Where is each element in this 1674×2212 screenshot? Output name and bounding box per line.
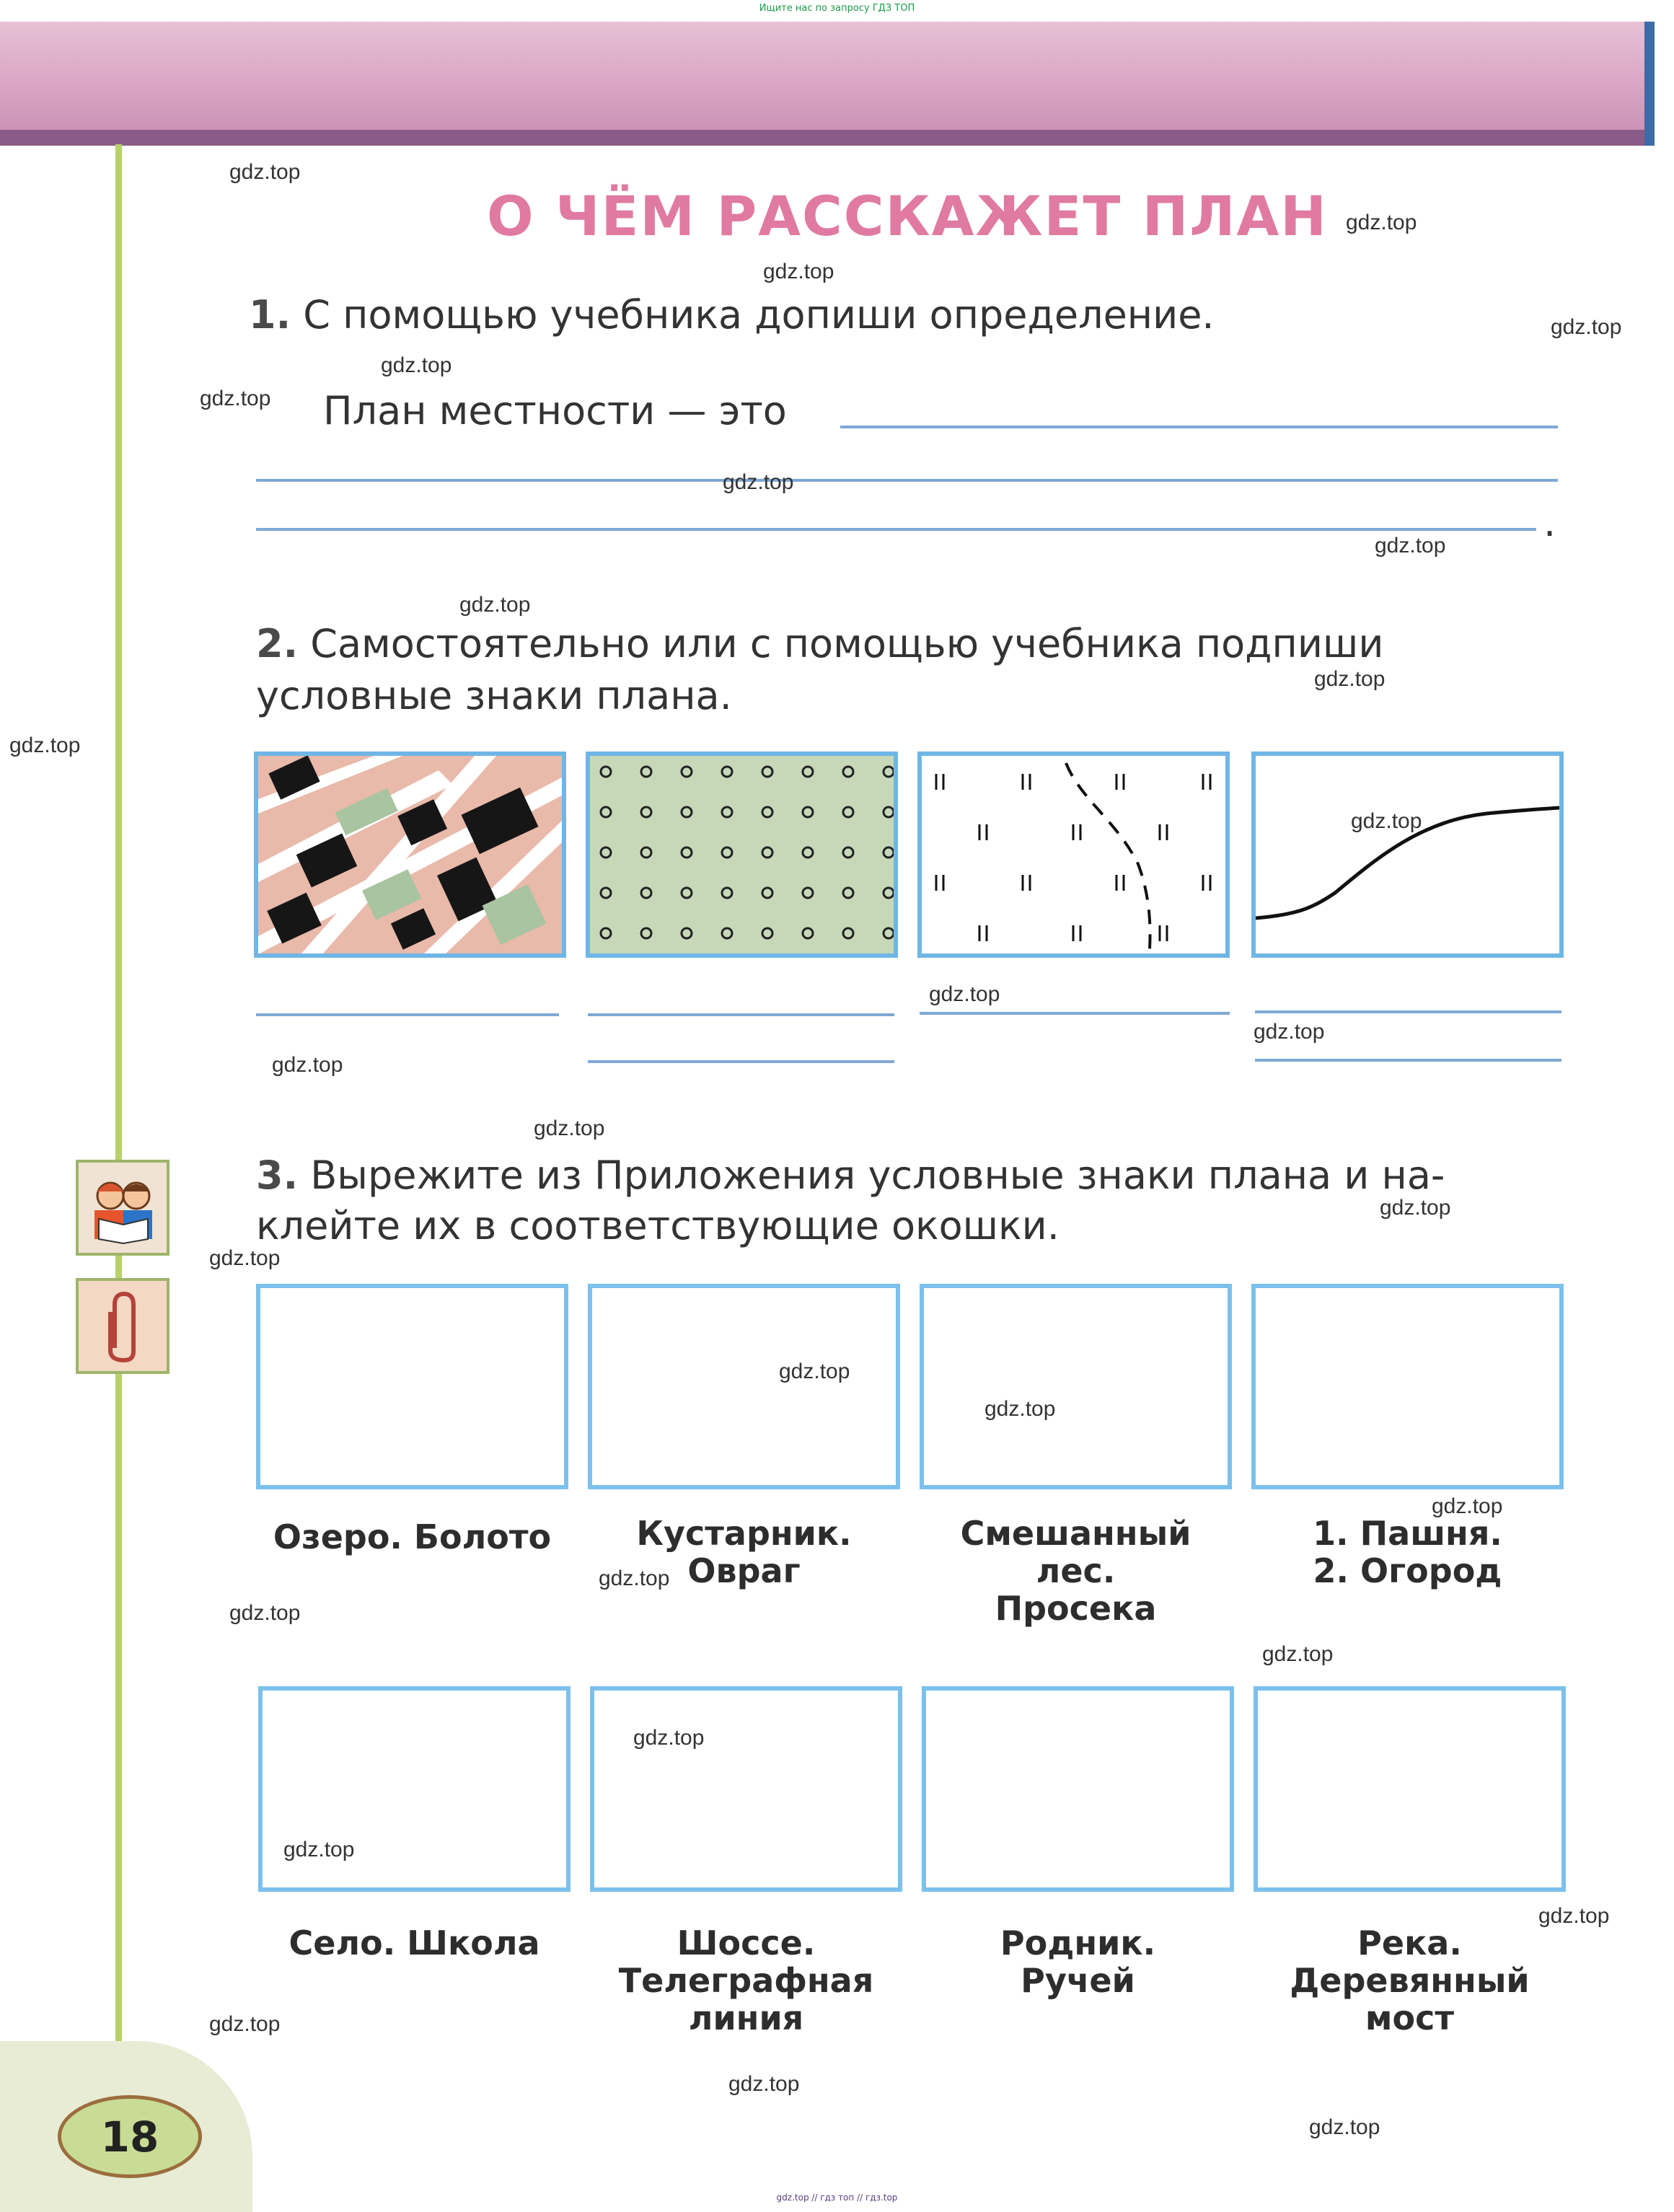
caption-line: 2. Огород bbox=[1313, 1551, 1502, 1590]
task2-line2: условные знаки плана. bbox=[256, 673, 732, 718]
task1-period: . bbox=[1543, 500, 1556, 545]
page-title: О ЧЁМ РАССКАЖЕТ ПЛАН bbox=[487, 184, 1328, 248]
watermark: gdz.top bbox=[1432, 1494, 1503, 1518]
task2-number: 2. bbox=[256, 621, 299, 666]
watermark: gdz.top bbox=[459, 593, 531, 617]
paste-box[interactable] bbox=[1254, 1686, 1566, 1892]
watermark: gdz.top bbox=[984, 1397, 1056, 1421]
watermark: gdz.top bbox=[283, 1838, 355, 1861]
watermark: gdz.top bbox=[728, 2072, 800, 2096]
caption-village-school bbox=[258, 1924, 571, 1962]
watermark: gdz.top bbox=[1346, 211, 1417, 234]
garden-dot bbox=[601, 767, 611, 777]
watermark: gdz.top bbox=[229, 160, 301, 184]
caption-line: 1. Пашня. bbox=[1313, 1514, 1502, 1553]
caption-line: Озеро. Болото bbox=[273, 1517, 552, 1556]
garden-dot bbox=[601, 888, 611, 898]
garden-dot bbox=[884, 807, 894, 817]
answer-line[interactable] bbox=[588, 1013, 894, 1016]
garden-dot bbox=[722, 767, 732, 777]
road-symbol-drawing bbox=[1256, 756, 1559, 953]
garden-dot bbox=[601, 847, 611, 858]
caption-line: Родник. bbox=[1000, 1924, 1156, 1962]
caption-line: Смешанный bbox=[960, 1514, 1191, 1553]
watermark: gdz.top bbox=[723, 470, 794, 494]
watermark: gdz.top bbox=[1309, 2115, 1380, 2139]
watermark: gdz.top bbox=[1314, 667, 1386, 691]
caption-spring-stream bbox=[922, 1924, 1234, 1999]
watermark: gdz.top bbox=[209, 2012, 281, 2036]
watermark: gdz.top bbox=[381, 353, 452, 377]
garden-dot bbox=[803, 767, 813, 777]
caption-line: Овраг bbox=[687, 1551, 801, 1590]
caption-line: Телеграфная bbox=[618, 1961, 874, 2000]
paste-box[interactable] bbox=[588, 1284, 900, 1489]
top-note: Ищите нас по запросу ГДЗ ТОП bbox=[759, 3, 915, 14]
task1-definition-start: План местности — это bbox=[323, 388, 787, 433]
symbol-garden bbox=[586, 752, 898, 958]
header-banner bbox=[0, 22, 1652, 144]
garden-dot bbox=[843, 847, 853, 858]
answer-line[interactable] bbox=[1255, 1010, 1561, 1013]
garden-dot bbox=[843, 767, 853, 777]
task1-text: С помощью учебника допиши определение. bbox=[303, 292, 1215, 338]
caption-line: лес. bbox=[1036, 1551, 1116, 1590]
garden-dot bbox=[682, 928, 692, 938]
page-number: 18 bbox=[58, 2095, 202, 2178]
paste-box[interactable] bbox=[590, 1686, 902, 1892]
garden-dot bbox=[762, 888, 772, 898]
watermark: gdz.top bbox=[1262, 1642, 1334, 1666]
watermark: gdz.top bbox=[209, 1246, 281, 1270]
watermark: gdz.top bbox=[763, 260, 834, 283]
answer-line[interactable] bbox=[1255, 1059, 1561, 1062]
caption-river-bridge bbox=[1254, 1924, 1566, 2037]
children-reading-icon bbox=[76, 1160, 169, 1256]
left-margin-rule bbox=[115, 144, 122, 2135]
watermark: gdz.top bbox=[633, 1726, 705, 1750]
garden-dot bbox=[884, 767, 894, 777]
caption-line: линия bbox=[688, 1999, 804, 2037]
caption-field-garden bbox=[1251, 1515, 1564, 1590]
answer-line[interactable] bbox=[256, 1013, 559, 1016]
header-stripe bbox=[0, 130, 1652, 146]
watermark: gdz.top bbox=[929, 982, 1000, 1006]
caption-line: Ручей bbox=[1021, 1961, 1135, 2000]
task3-number: 3. bbox=[256, 1153, 299, 1198]
garden-dot bbox=[843, 888, 853, 898]
symbol-settlement bbox=[254, 752, 566, 958]
caption-line: Деревянный bbox=[1290, 1961, 1530, 2000]
garden-dot bbox=[843, 928, 853, 938]
meadow-symbol-drawing bbox=[922, 756, 1225, 953]
symbol-meadow bbox=[917, 752, 1230, 958]
watermark: gdz.top bbox=[599, 1567, 670, 1590]
caption-lake-swamp bbox=[256, 1518, 568, 1556]
task3-line2: клейте их в соответствующие окошки. bbox=[256, 1203, 1060, 1248]
garden-dot bbox=[884, 888, 894, 898]
paste-box[interactable] bbox=[922, 1686, 1234, 1892]
garden-dot bbox=[762, 847, 772, 858]
garden-dot bbox=[641, 888, 651, 898]
symbol-road bbox=[1251, 752, 1564, 958]
caption-mixed-forest bbox=[920, 1515, 1232, 1627]
watermark: gdz.top bbox=[779, 1360, 850, 1383]
answer-line[interactable] bbox=[256, 528, 1536, 531]
caption-line: мост bbox=[1365, 1999, 1455, 2037]
garden-dot bbox=[641, 807, 651, 817]
garden-dot bbox=[762, 767, 772, 777]
garden-dot bbox=[803, 807, 813, 817]
caption-highway-telegraph bbox=[590, 1924, 902, 2037]
watermark: gdz.top bbox=[1375, 534, 1446, 558]
bottom-note: gdz.top // гдз топ // гдз.top bbox=[776, 2193, 898, 2203]
watermark: gdz.top bbox=[1254, 1020, 1325, 1044]
header-edge bbox=[1644, 22, 1655, 146]
garden-dot bbox=[601, 928, 611, 938]
watermark: gdz.top bbox=[9, 733, 81, 757]
watermark: gdz.top bbox=[1380, 1196, 1451, 1220]
garden-dot bbox=[884, 847, 894, 858]
garden-dot bbox=[762, 928, 772, 938]
garden-dot bbox=[722, 888, 732, 898]
garden-dot bbox=[641, 847, 651, 858]
watermark: gdz.top bbox=[200, 387, 271, 410]
garden-dot bbox=[884, 928, 894, 938]
task3-line1 bbox=[256, 1150, 1445, 1201]
watermark: gdz.top bbox=[1351, 809, 1422, 833]
paste-box[interactable] bbox=[920, 1284, 1232, 1489]
caption-line: Село. Школа bbox=[288, 1924, 540, 1962]
settlement-symbol-drawing bbox=[258, 756, 562, 953]
caption-line: Река. bbox=[1357, 1924, 1462, 1962]
garden-dot bbox=[803, 888, 813, 898]
task1-heading bbox=[249, 290, 1215, 340]
task1-number: 1. bbox=[249, 292, 291, 338]
watermark: gdz.top bbox=[272, 1053, 343, 1077]
watermark: gdz.top bbox=[1538, 1904, 1610, 1928]
garden-dot bbox=[641, 928, 651, 938]
paste-box[interactable] bbox=[1251, 1284, 1564, 1489]
garden-dot bbox=[803, 847, 813, 858]
garden-dot bbox=[722, 847, 732, 858]
caption-line: Шоссе. bbox=[677, 1924, 816, 1962]
garden-dot bbox=[722, 807, 732, 817]
garden-dot bbox=[682, 807, 692, 817]
answer-line[interactable] bbox=[588, 1060, 894, 1063]
paperclip-icon bbox=[76, 1278, 169, 1374]
garden-dot bbox=[601, 807, 611, 817]
garden-symbol-drawing bbox=[590, 756, 894, 953]
garden-dot bbox=[762, 807, 772, 817]
paste-box[interactable] bbox=[256, 1284, 568, 1489]
garden-dot bbox=[682, 767, 692, 777]
garden-dot bbox=[641, 767, 651, 777]
answer-line[interactable] bbox=[840, 426, 1558, 428]
answer-line[interactable] bbox=[256, 479, 1558, 482]
garden-dot bbox=[803, 928, 813, 938]
garden-dot bbox=[722, 928, 732, 938]
watermark: gdz.top bbox=[229, 1601, 301, 1625]
garden-dot bbox=[682, 847, 692, 858]
watermark: gdz.top bbox=[534, 1116, 605, 1140]
garden-dot bbox=[843, 807, 853, 817]
watermark: gdz.top bbox=[1551, 315, 1622, 339]
task2-line1 bbox=[256, 619, 1561, 669]
task3-text: Вырежите из Приложения условные знаки плана и на- bbox=[310, 1153, 1445, 1198]
caption-line: Кустарник. bbox=[636, 1514, 852, 1553]
answer-line[interactable] bbox=[920, 1012, 1230, 1015]
task2-text: Самостоятельно или с помощью учебника подпиши bbox=[310, 621, 1384, 666]
caption-line: Просека bbox=[995, 1589, 1157, 1628]
garden-dot bbox=[682, 888, 692, 898]
